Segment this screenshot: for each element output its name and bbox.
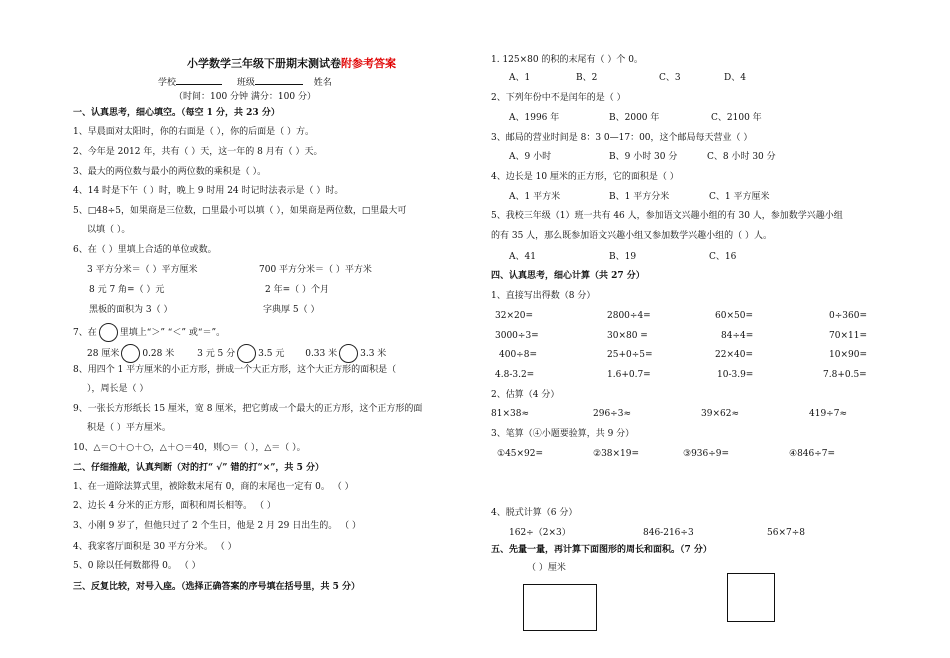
direct-calc-r1-c4: 0÷360= — [829, 311, 867, 321]
direct-calc-r3-c3: 22×40= — [715, 350, 753, 360]
measure-label: （ ）厘米 — [527, 563, 566, 573]
judge-item-3: 3、小刚 9 岁了，但他只过了 2 个生日，他是 2 月 29 日出生的。 （ ） — [73, 521, 361, 531]
direct-calc-r2-c2: 30×80 = — [607, 331, 648, 341]
time-info: （时间：100 分钟 满分：100 分） — [174, 92, 316, 102]
fill-question-5-line1: 5、□48÷5，如果商是三位数，□里最小可以填（ ），如果商是两位数，□里最大可 — [73, 206, 407, 216]
choice-3-option-c[interactable]: C、8 小时 30 分 — [707, 152, 776, 162]
square-figure — [727, 573, 775, 622]
section4-heading: 四、认真思考，细心计算（共 27 分） — [491, 271, 645, 281]
fill-question-7 — [73, 323, 225, 342]
unit-blank-2: 700 平方分米＝（ ）平方米 — [259, 265, 372, 275]
name-label: 姓名 — [313, 78, 332, 88]
choice-question-5-line2: 的有 35 人，那么既参加语文兴趣小组又参加数学兴趣小组的（ ）人。 — [491, 231, 773, 241]
compare-circle-sample — [99, 323, 118, 342]
estimate-item-2: 296÷3≈ — [593, 409, 631, 419]
direct-calc-r3-c2: 25+0÷5= — [607, 350, 653, 360]
fill-question-8-line1: 8、用四个 1 平方厘米的小正方形，拼成一个大正方形，这个大正方形的面积是（ — [73, 365, 397, 375]
compare-circle-2[interactable] — [237, 344, 256, 363]
choice-5-option-c[interactable]: C、16 — [709, 252, 737, 262]
rectangle-figure — [523, 584, 597, 631]
q7-instruction: 里填上“＞” “＜” 或“＝”。 — [119, 328, 226, 338]
choice-2-option-a[interactable]: A、1996 年 — [509, 113, 560, 123]
choice-5-option-a[interactable]: A、41 — [509, 252, 536, 262]
judge-item-2: 2、边长 4 分米的正方形，面积和周长相等。 （ ） — [73, 501, 276, 511]
section2-heading: 二、仔细推敲，认真判断（对的打“ √” 错的打“×”，共 5 分） — [73, 463, 324, 473]
direct-calc-r1-c1: 32×20= — [495, 311, 533, 321]
vertical-calc-heading: 3、笔算（④小题要验算，共 9 分） — [491, 429, 635, 439]
compare-right-1: 0.28 米 — [142, 349, 175, 359]
unit-blank-5: 黑板的面积为 3（ ） — [89, 305, 173, 315]
student-info-row — [158, 79, 332, 88]
school-label: 学校 — [158, 78, 177, 88]
title-answer-key: 附参考答案 — [341, 57, 396, 70]
title-main: 小学数学三年级下册期末测试卷 — [187, 57, 341, 70]
choice-4-option-c[interactable]: C、1 平方厘米 — [709, 192, 770, 202]
direct-calc-r3-c1: 400÷8= — [499, 350, 537, 360]
class-label: 班级 — [236, 78, 255, 88]
fill-question-9-line1: 9、一张长方形纸长 15 厘米，宽 8 厘米，把它剪成一个最大的正方形，这个正方形的面 — [73, 404, 423, 414]
section3-heading: 三、反复比较，对号入座。（选择正确答案的序号填在括号里，共 5 分） — [73, 582, 361, 592]
direct-calc-r4-c1: 4.8-3.2= — [495, 370, 535, 380]
fill-question-9-line2: 积是（ ）平方厘米。 — [87, 423, 171, 433]
choice-5-option-b[interactable]: B、19 — [609, 252, 637, 262]
choice-1-option-b[interactable]: B、2 — [576, 73, 598, 83]
unit-blank-4: 2 年=（ ）个月 — [265, 285, 329, 295]
choice-question-4: 4、边长是 10 厘米的正方形，它的面积是（ ） — [491, 172, 679, 182]
choice-4-option-b[interactable]: B、1 平方分米 — [609, 192, 670, 202]
direct-calc-heading: 1、直接写出得数（8 分） — [491, 291, 596, 301]
estimate-item-1: 81×38≈ — [491, 409, 529, 419]
judge-item-4: 4、我家客厅面积是 30 平方分米。 （ ） — [73, 542, 237, 552]
fill-question-2: 2、今年是 2012 年，共有（ ）天，这一年的 8 月有（ ）天。 — [73, 147, 323, 157]
choice-3-option-b[interactable]: B、9 小时 30 分 — [609, 152, 678, 162]
compare-circle-3[interactable] — [339, 344, 358, 363]
stepwise-calc-heading: 4、脱式计算（6 分） — [491, 508, 578, 518]
choice-1-option-d[interactable]: D、4 — [724, 73, 746, 83]
vertical-calc-item-1: ①45×92= — [497, 449, 544, 459]
compare-row — [87, 344, 386, 363]
direct-calc-r2-c4: 70×11= — [829, 331, 867, 341]
fill-question-6: 6、在（ ）里填上合适的单位或数。 — [73, 245, 217, 255]
unit-blank-1: 3 平方分米＝（ ）平方厘米 — [87, 265, 198, 275]
compare-right-2: 3.5 元 — [258, 349, 285, 359]
choice-1-option-a[interactable]: A、1 — [509, 73, 531, 83]
fill-question-10: 10、△＝○＋○＋○，△＋○＝40，则○＝（ ），△＝（ ）。 — [73, 443, 306, 453]
compare-right-3: 3.3 米 — [360, 349, 387, 359]
page-title — [187, 58, 396, 69]
school-field[interactable] — [176, 84, 222, 85]
direct-calc-r4-c2: 1.6+0.7= — [607, 370, 651, 380]
direct-calc-r2-c3: 84÷4= — [721, 331, 754, 341]
judge-item-5: 5、0 除以任何数都得 0。 （ ） — [73, 561, 201, 571]
direct-calc-r1-c3: 60×50= — [715, 311, 753, 321]
choice-question-5-line1: 5、我校三年级（1）班一共有 46 人，参加语文兴趣小组的有 30 人，参加数学兴趣小组 — [491, 211, 843, 221]
unit-blank-3: 8 元 7 角=（ ）元 — [89, 285, 165, 295]
choice-2-option-b[interactable]: B、2000 年 — [609, 113, 660, 123]
judge-item-1: 1、在一道除法算式里，被除数末尾有 0，商的末尾也一定有 0。 （ ） — [73, 482, 354, 492]
choice-question-3: 3、邮局的营业时间是 8：3 0—17：00，这个邮局每天营业（ ） — [491, 133, 753, 143]
fill-question-5-line2: 以填（ ）。 — [87, 225, 131, 235]
stepwise-item-3: 56×7÷8 — [767, 528, 805, 538]
choice-question-1: 1. 125×80 的积的末尾有（ ）个 0。 — [491, 55, 643, 65]
direct-calc-r4-c4: 7.8+0.5= — [823, 370, 867, 380]
compare-left-3: 0.33 米 — [305, 349, 338, 359]
direct-calc-r3-c4: 10×90= — [829, 350, 867, 360]
q7-prefix: 7、在 — [73, 328, 97, 338]
choice-1-option-c[interactable]: C、3 — [659, 73, 681, 83]
choice-2-option-c[interactable]: C、2100 年 — [711, 113, 762, 123]
direct-calc-r2-c1: 3000÷3= — [495, 331, 539, 341]
choice-3-option-a[interactable]: A、9 小时 — [509, 152, 552, 162]
vertical-calc-item-3: ③936÷9= — [683, 449, 730, 459]
compare-circle-1[interactable] — [121, 344, 140, 363]
fill-question-3: 3、最大的两位数与最小的两位数的乘积是（ ）。 — [73, 167, 267, 177]
compare-left-2: 3 元 5 分 — [197, 349, 236, 359]
estimate-item-4: 419÷7≈ — [809, 409, 847, 419]
vertical-calc-item-2: ②38×19= — [593, 449, 640, 459]
class-field[interactable] — [255, 84, 303, 85]
estimate-item-3: 39×62≈ — [701, 409, 739, 419]
direct-calc-r1-c2: 2800÷4= — [607, 311, 651, 321]
stepwise-item-2: 846-216÷3 — [643, 528, 694, 538]
stepwise-item-1: 162÷（2×3） — [509, 528, 571, 538]
unit-blank-6: 字典厚 5（ ） — [263, 305, 320, 315]
fill-question-4: 4、14 时是下午（ ）时，晚上 9 时用 24 时记时法表示是（ ）时。 — [73, 186, 344, 196]
direct-calc-r4-c3: 10-3.9= — [717, 370, 754, 380]
section5-heading: 五、先量一量，再计算下面图形的周长和面积。（7 分） — [491, 545, 712, 555]
vertical-calc-item-4: ④846÷7= — [789, 449, 836, 459]
choice-question-2: 2、下列年份中不是闰年的是（ ） — [491, 93, 626, 103]
fill-question-1: 1、早晨面对太阳时，你的右面是（ ），你的后面是（ ）方。 — [73, 127, 314, 137]
choice-4-option-a[interactable]: A、1 平方米 — [509, 192, 561, 202]
compare-left-1: 28 厘米 — [87, 349, 120, 359]
fill-question-8-line2: ），周长是（ ） — [87, 384, 149, 394]
estimate-heading: 2、估算（4 分） — [491, 390, 560, 400]
section1-heading: 一、认真思考，细心填空。（每空 1 分，共 23 分） — [73, 108, 280, 118]
